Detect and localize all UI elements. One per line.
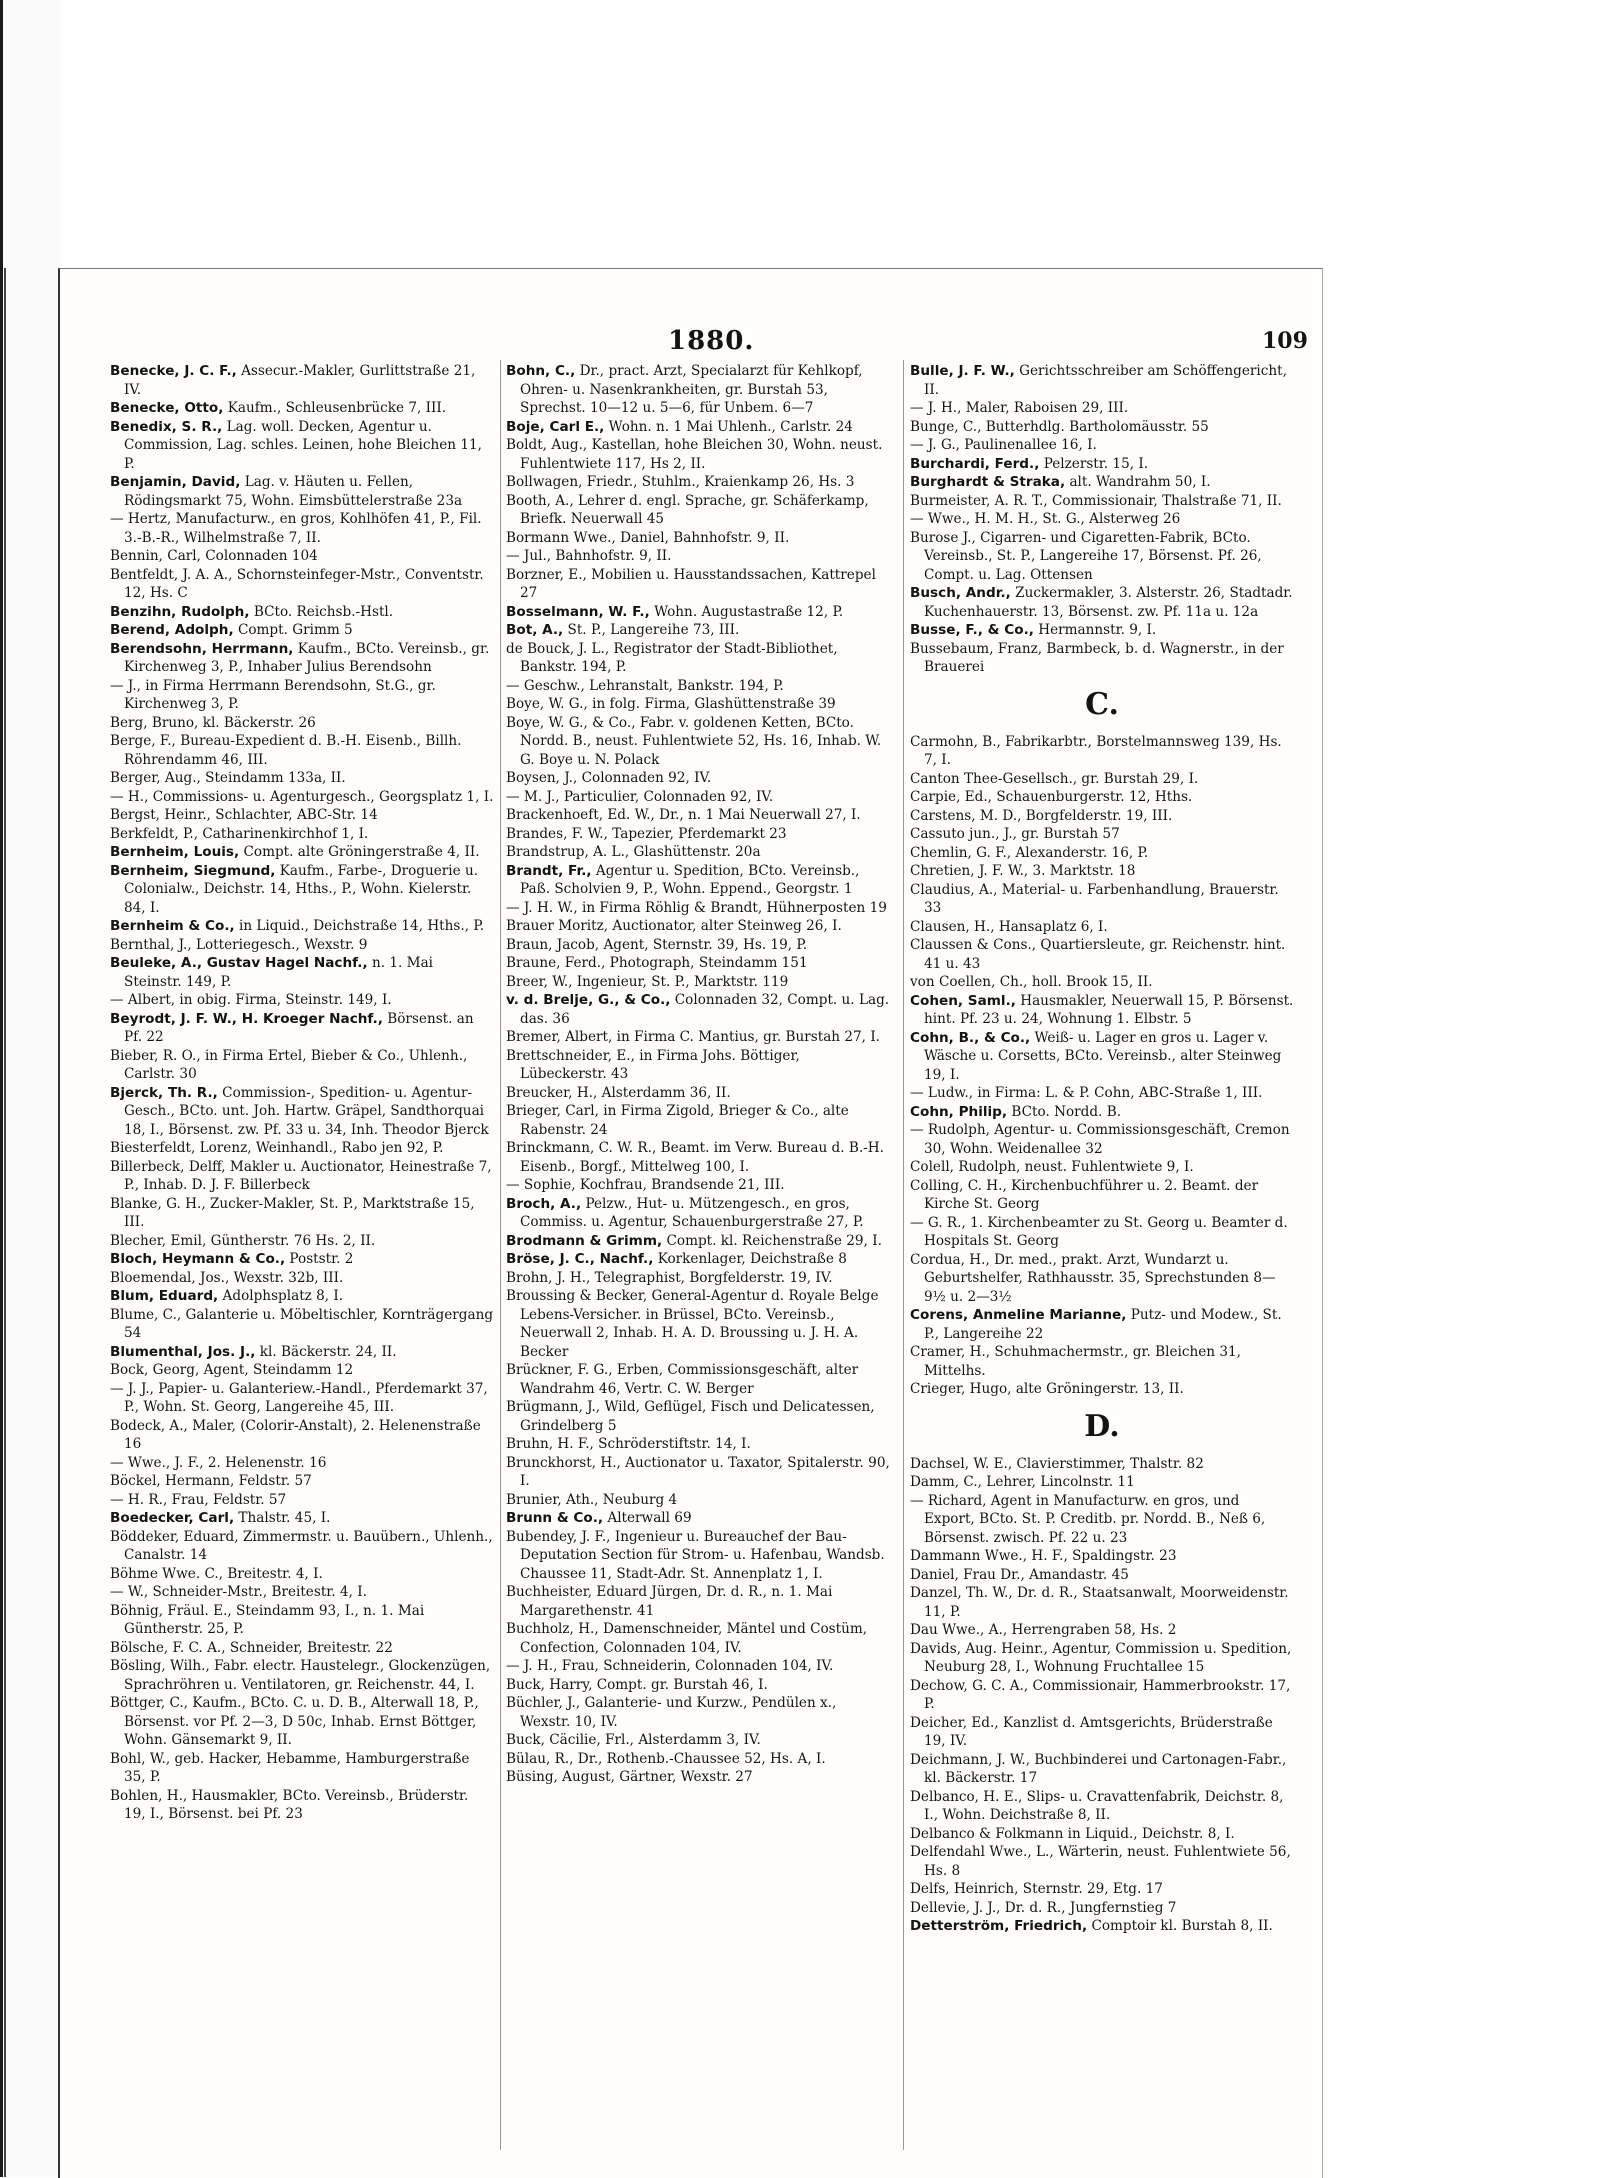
directory-entry: Bulle, J. F. W., Gerichtsschreiber am Schöffengericht, II. [910, 363, 1287, 398]
directory-entry: Delfs, Heinrich, Sternstr. 29, Etg. 17 [910, 1881, 1163, 1897]
directory-entry: Buchheister, Eduard Jürgen, Dr. d. R., n. 1. Mai Margarethenstr. 41 [506, 1584, 833, 1619]
entry-name: Bot, A., [506, 622, 564, 638]
directory-entry: Braune, Ferd., Photograph, Steindamm 151 [506, 955, 808, 971]
directory-entry: Bernheim & Co., in Liquid., Deichstraße 14, Hths., P. [110, 918, 485, 934]
directory-entry: von Coellen, Ch., holl. Brook 15, II. [910, 974, 1153, 990]
directory-entry: Boye, W. G., in folg. Firma, Glashüttenstraße 39 [506, 696, 836, 712]
page-stack-edge [4, 268, 6, 2177]
directory-entry: Bohn, C., Dr., pract. Arzt, Specialarzt für Kehlkopf, Ohren- u. Nasenkrankheiten, gr. Burstah 53, Sprechst. 10—12 u. 5—6, für Unbem. 6—7 [506, 363, 863, 416]
entry-name: Cohn, B., & Co., [910, 1029, 1031, 1046]
directory-entry: Bölsche, F. C. A., Schneider, Breitestr. 22 [110, 1639, 393, 1656]
entry-name: Brandt, Fr., [506, 862, 592, 879]
directory-entry: Beyrodt, J. F. W., H. Kroeger Nachf., Börsenst. an Pf. 22 [110, 1010, 474, 1045]
directory-entry: Cramer, H., Schuhmachermstr., gr. Bleichen 31, Mittelhs. [910, 1344, 1241, 1379]
entry-name: Beuleke, A., Gustav Hagel Nachf., [110, 955, 368, 971]
directory-entry: Busch, Andr., Zuckermakler, 3. Alsterstr. 26, Stadtadr. Kuchenhauerstr. 13, Börsenst. zw. Pf. 11a u. 12a [910, 585, 1293, 620]
directory-entry: Bernheim, Louis, Compt. alte Gröningerstraße 4, II. [110, 844, 480, 860]
directory-entry: Chretien, J. F. W., 3. Marktstr. 18 [910, 863, 1136, 879]
directory-entry: Bieber, R. O., in Firma Ertel, Bieber & Co., Uhlenh., Carlstr. 30 [110, 1047, 468, 1082]
directory-entry: Brückner, F. G., Erben, Commissionsgeschäft, alter Wandrahm 46, Vertr. C. W. Berger [506, 1362, 859, 1397]
entry-name: Blum, Eduard, [110, 1288, 219, 1304]
directory-entry: — M. J., Particulier, Colonnaden 92, IV. [506, 788, 774, 805]
directory-entry: Burghardt & Straka, alt. Wandrahm 50, I. [910, 474, 1211, 490]
directory-entry: Brandt, Fr., Agentur u. Spedition, BCto. Vereinsb., Paß. Scholvien 9, P., Wohn. Eppend., Georgstr. 1 [506, 862, 860, 897]
entry-name: Cohn, Philip, [910, 1103, 1008, 1120]
entry-name: Broch, A., [506, 1195, 582, 1212]
directory-entry: Claudius, A., Material- u. Farbenhandlung, Brauerstr. 33 [910, 881, 1279, 916]
entry-name: Boedecker, Carl, [110, 1510, 235, 1526]
directory-entry: Deichmann, J. W., Buchbinderei und Cartonagen-Fabr., kl. Bäckerstr. 17 [910, 1751, 1287, 1786]
directory-entry: Breucker, H., Alsterdamm 36, II. [506, 1084, 731, 1101]
directory-entry: Bussebaum, Franz, Barmbeck, b. d. Wagnerstr., in der Brauerei [910, 640, 1284, 675]
directory-entry: v. d. Brelje, G., & Co., Colonnaden 32, Compt. u. Lag. das. 36 [506, 992, 890, 1027]
directory-entry: Buck, Cäcilie, Frl., Alsterdamm 3, IV. [506, 1732, 761, 1748]
directory-entry: Danzel, Th. W., Dr. d. R., Staatsanwalt, Moorweidenstr. 11, P. [910, 1585, 1289, 1620]
directory-entry: Dau Wwe., A., Herrengraben 58, Hs. 2 [910, 1622, 1177, 1638]
directory-entry: Brettschneider, E., in Firma Johs. Böttiger, Lübeckerstr. 43 [506, 1047, 800, 1082]
directory-entry: Büchler, J., Galanterie- und Kurzw., Pendülen x., Wexstr. 10, IV. [506, 1695, 837, 1730]
directory-entry: Brauer Moritz, Auctionator, alter Steinweg 26, I. [506, 918, 842, 934]
entry-name: Benjamin, David, [110, 474, 241, 490]
directory-entry: Daniel, Frau Dr., Amandastr. 45 [910, 1566, 1129, 1583]
directory-entry: Boye, W. G., & Co., Fabr. v. goldenen Ketten, BCto. Nordd. B., neust. Fuhlentwiete 52, Hs. 16, Inhab. W. G. Boye u. N. Polack [506, 714, 882, 768]
directory-entry: Colell, Rudolph, neust. Fuhlentwiete 9, I. [910, 1159, 1194, 1175]
directory-entry: Blecher, Emil, Güntherstr. 76 Hs. 2, II. [110, 1232, 376, 1249]
directory-entry: Cohn, Philip, BCto. Nordd. B. [910, 1103, 1122, 1120]
directory-entry: Corens, Anmeline Marianne, Putz- und Modew., St. P., Langereihe 22 [910, 1307, 1282, 1342]
directory-entry: Bollwagen, Friedr., Stuhlm., Kraienkamp 26, Hs. 3 [506, 474, 855, 490]
entry-name: Benecke, J. C. F., [110, 363, 237, 379]
directory-entry: Boldt, Aug., Kastellan, hohe Bleichen 30, Wohn. neust. Fuhlentwiete 117, Hs 2, II. [506, 437, 883, 472]
directory-entry: Colling, C. H., Kirchenbuchführer u. 2. Beamt. der Kirche St. Georg [910, 1177, 1259, 1212]
directory-entry: Blume, C., Galanterie u. Möbeltischler, Kornträgergang 54 [110, 1306, 494, 1341]
directory-entry: Billerbeck, Delff, Makler u. Auctionator, Heinestraße 7, P., Inhab. D. J. F. Billerbeck [110, 1158, 492, 1193]
column-2 [506, 362, 890, 2152]
directory-entry: — Wwe., J. F., 2. Helenenstr. 16 [110, 1454, 327, 1471]
directory-entry: Biesterfeldt, Lorenz, Weinhandl., Rabo jen 92, P. [110, 1140, 444, 1156]
directory-entry: Brügmann, J., Wild, Geflügel, Fisch und Delicatessen, Grindelberg 5 [506, 1399, 875, 1434]
entry-name: Berend, Adolph, [110, 622, 234, 638]
directory-entry: Bloemendal, Jos., Wexstr. 32b, III. [110, 1269, 344, 1286]
directory-entry: Bennin, Carl, Colonnaden 104 [110, 548, 318, 564]
directory-entry: Bohlen, H., Hausmakler, BCto. Vereinsb., Brüderstr. 19, I., Börsenst. bei Pf. 23 [110, 1787, 469, 1822]
directory-entry: Bülau, R., Dr., Rothenb.-Chaussee 52, Hs. A, I. [506, 1750, 826, 1767]
column-divider [500, 360, 501, 2150]
directory-entry: Brunier, Ath., Neuburg 4 [506, 1491, 678, 1508]
entry-name: Bulle, J. F. W., [910, 363, 1015, 379]
directory-entry: Dellevie, J. J., Dr. d. R., Jungfernstieg 7 [910, 1899, 1177, 1916]
directory-entry: Damm, C., Lehrer, Lincolnstr. 11 [910, 1474, 1135, 1490]
entry-name: Burghardt & Straka, [910, 474, 1066, 490]
directory-entry: Clausen, H., Hansaplatz 6, I. [910, 918, 1108, 935]
directory-entry: — G. R., 1. Kirchenbeamter zu St. Georg u. Beamter d. Hospitals St. Georg [910, 1214, 1288, 1249]
directory-entry: Bloch, Heymann & Co., Poststr. 2 [110, 1251, 354, 1267]
directory-entry: Broch, A., Pelzw., Hut- u. Mützengesch., en gros, Commiss. u. Agentur, Schauenburgerstraße 27, P. [506, 1195, 864, 1230]
page-year: 1880. [668, 326, 755, 356]
directory-entry: — H. R., Frau, Feldstr. 57 [110, 1491, 287, 1508]
directory-entry: — Rudolph, Agentur- u. Commissionsgeschäft, Cremon 30, Wohn. Weidenallee 32 [910, 1122, 1290, 1157]
directory-entry: Berendsohn, Herrmann, Kaufm., BCto. Vereinsb., gr. Kirchenweg 3, P., Inhaber Julius Berendsohn [110, 640, 490, 675]
directory-entry: Brieger, Carl, in Firma Zigold, Brieger & Co., alte Rabenstr. 24 [506, 1103, 849, 1138]
directory-entry: Breer, W., Ingenieur, St. P., Marktstr. 119 [506, 973, 789, 990]
directory-entry: Benedix, S. R., Lag. woll. Decken, Agentur u. Commission, Lag. schles. Leinen, hohe Bleichen 11, P. [110, 418, 482, 472]
directory-entry: Blanke, G. H., Zucker-Makler, St. P., Marktstraße 15, III. [110, 1195, 475, 1230]
directory-entry: Carmohn, B., Fabrikarbtr., Borstelmannsweg 139, Hs. 7, I. [910, 733, 1282, 768]
directory-entry: Broussing & Becker, General-Agentur d. Royale Belge Lebens-Versicher. in Brüssel, BCto. Vereinsb., Neuerwall 2, Inhab. H. A. D. Broussing u. J. H. A. Becker [506, 1288, 879, 1360]
directory-entry: — Jul., Bahnhofstr. 9, II. [506, 548, 672, 564]
directory-entry: Böckel, Hermann, Feldstr. 57 [110, 1473, 312, 1489]
page-number: 109 [1262, 328, 1308, 354]
directory-entry: Delbanco, H. E., Slips- u. Cravattenfabrik, Deichstr. 8, I., Wohn. Deichstraße 8, II. [910, 1788, 1284, 1823]
entry-name: Benecke, Otto, [110, 400, 224, 416]
entry-name: Benedix, S. R., [110, 418, 223, 435]
directory-entry: — Sophie, Kochfrau, Brandsende 21, III. [506, 1177, 785, 1193]
directory-entry: Buck, Harry, Compt. gr. Burstah 46, I. [506, 1676, 768, 1693]
directory-entry: Bröse, J. C., Nachf., Korkenlager, Deichstraße 8 [506, 1251, 847, 1267]
entry-name: Boje, Carl E., [506, 418, 605, 435]
directory-entry: Dechow, G. C. A., Commissionair, Hammerbrookstr. 17, P. [910, 1677, 1291, 1712]
directory-entry: Bubendey, J. F., Ingenieur u. Bureauchef der Bau-Deputation Section für Strom- u. Hafenbau, Wandsb. Chaussee 11, Stadt-Adr. St. Annenplatz 1, I. [506, 1528, 885, 1582]
directory-entry: Benecke, J. C. F., Assecur.-Makler, Gurlittstraße 21, IV. [110, 363, 476, 398]
directory-entry: Detterström, Friedrich, Comptoir kl. Burstah 8, II. [910, 1918, 1273, 1934]
directory-entry: Carstens, M. D., Borgfelderstr. 19, III. [910, 807, 1173, 824]
entry-name: Bosselmann, W. F., [506, 603, 650, 620]
column-3 [910, 362, 1294, 2152]
directory-entry: Bentfeldt, J. A. A., Schornsteinfeger-Mstr., Conventstr. 12, Hs. C [110, 566, 484, 601]
directory-entry: Delfendahl Wwe., L., Wärterin, neust. Fuhlentwiete 56, Hs. 8 [910, 1844, 1291, 1879]
directory-entry: Blum, Eduard, Adolphsplatz 8, I. [110, 1288, 344, 1304]
directory-entry: Dammann Wwe., H. F., Spaldingstr. 23 [910, 1548, 1177, 1564]
directory-entry: — J. H., Frau, Schneiderin, Colonnaden 104, IV. [506, 1658, 834, 1674]
column-1 [110, 362, 494, 2152]
entry-name: Bernheim & Co., [110, 918, 235, 934]
directory-entry: Brunckhorst, H., Auctionator u. Taxator, Spitalerstr. 90, I. [506, 1454, 890, 1489]
directory-entry: Boysen, J., Colonnaden 92, IV. [506, 770, 712, 786]
directory-entry: Bodeck, A., Maler, (Colorir-Anstalt), 2. Helenenstraße 16 [110, 1417, 481, 1452]
entry-name: Brodmann & Grimm, [506, 1232, 663, 1249]
entry-name: Burchardi, Ferd., [910, 455, 1040, 472]
entry-name: Busch, Andr., [910, 585, 1011, 601]
entry-name: Berendsohn, Herrmann, [110, 640, 294, 657]
directory-entry: Cordua, H., Dr. med., prakt. Arzt, Wundarzt u. Geburtshelfer, Rathhausstr. 35, Sprechstunden 8—9½ u. 2—3½ [910, 1251, 1276, 1305]
entry-name: Brunn & Co., [506, 1510, 604, 1526]
directory-entry: Bergst, Heinr., Schlachter, ABC-Str. 14 [110, 807, 378, 823]
directory-entry: Berger, Aug., Steindamm 133a, II. [110, 770, 346, 786]
directory-entry: Berend, Adolph, Compt. Grimm 5 [110, 622, 353, 638]
directory-entry: Bremer, Albert, in Firma C. Mantius, gr. Burstah 27, I. [506, 1029, 881, 1045]
directory-entry: Brackenhoeft, Ed. W., Dr., n. 1 Mai Neuerwall 27, I. [506, 807, 861, 823]
directory-entry: Braun, Jacob, Agent, Sternstr. 39, Hs. 19, P. [506, 936, 808, 953]
entry-name: Bjerck, Th. R., [110, 1084, 218, 1101]
directory-entry: Böttger, C., Kaufm., BCto. C. u. D. B., Alterwall 18, P., Börsenst. vor Pf. 2—3, D 50c, Inhab. Ernst Böttger, Wohn. Gänsemarkt 9, II. [110, 1695, 479, 1748]
directory-entry: — Richard, Agent in Manufacturw. en gros, und Export, BCto. St. P. Creditb. pr. Nordd. B., Neß 6, Börsenst. zwisch. Pf. 22 u. 23 [910, 1492, 1266, 1546]
directory-entry: Burmeister, A. R. T., Commissionair, Thalstraße 71, II. [910, 492, 1282, 509]
directory-entry: Cassuto jun., J., gr. Burstah 57 [910, 826, 1120, 842]
directory-entry: Carpie, Ed., Schauenburgerstr. 12, Hths. [910, 789, 1193, 805]
directory-entry: Blumenthal, Jos. J., kl. Bäckerstr. 24, II. [110, 1343, 397, 1360]
directory-entry: Bosselmann, W. F., Wohn. Augustastraße 12, P. [506, 603, 844, 620]
directory-entry: Bernthal, J., Lotteriegesch., Wexstr. 9 [110, 936, 368, 953]
column-divider [903, 360, 904, 2150]
directory-entry: Davids, Aug. Heinr., Agentur, Commission u. Spedition, Neuburg 28, I., Wohnung Fruchtallee 15 [910, 1640, 1292, 1675]
directory-entry: Cohn, B., & Co., Weiß- u. Lager en gros u. Lager v. Wäsche u. Corsetts, BCto. Vereinsb., alter Steinweg 19, I. [910, 1029, 1282, 1083]
directory-entry: Bunge, C., Butterhdlg. Bartholomäusstr. 55 [910, 418, 1209, 435]
directory-entry: Boedecker, Carl, Thalstr. 45, I. [110, 1510, 331, 1526]
directory-entry: Claussen & Cons., Quartiersleute, gr. Reichenstr. hint. 41 u. 43 [910, 937, 1286, 972]
directory-entry: Berge, F., Bureau-Expedient d. B.-H. Eisenb., Billh. Röhrendamm 46, III. [110, 733, 462, 768]
directory-entry: Boje, Carl E., Wohn. n. 1 Mai Uhlenh., Carlstr. 24 [506, 418, 853, 435]
scan-edge-left [0, 0, 3, 2177]
entry-name: Benzihn, Rudolph, [110, 603, 250, 620]
directory-entry: Bormann Wwe., Daniel, Bahnhofstr. 9, II. [506, 529, 790, 546]
entry-name: Beyrodt, J. F. W., H. Kroeger Nachf., [110, 1010, 383, 1027]
directory-entry: Bohl, W., geb. Hacker, Hebamme, Hamburgerstraße 35, P. [110, 1750, 470, 1785]
directory-entry: Busse, F., & Co., Hermannstr. 9, I. [910, 622, 1157, 638]
directory-entry: Benjamin, David, Lag. v. Häuten u. Fellen, Rödingsmarkt 75, Wohn. Eimsbüttelerstraße 23a [110, 474, 463, 509]
directory-entry: Bot, A., St. P., Langereihe 73, III. [506, 622, 740, 638]
entry-name: Bröse, J. C., Nachf., [506, 1251, 654, 1267]
directory-entry: Booth, A., Lehrer d. engl. Sprache, gr. Schäferkamp, Briefk. Neuerwall 45 [506, 492, 869, 527]
directory-entry: — Ludw., in Firma: L. & P. Cohn, ABC-Straße 1, III. [910, 1085, 1263, 1101]
directory-entry: Borzner, E., Mobilien u. Hausstandssachen, Kattrepel 27 [506, 566, 876, 601]
directory-entry: Böddeker, Eduard, Zimmermstr. u. Bauübern., Uhlenh., Canalstr. 14 [110, 1528, 493, 1563]
directory-entry: Beuleke, A., Gustav Hagel Nachf., n. 1. Mai Steinstr. 149, P. [110, 955, 434, 990]
directory-entry: — Hertz, Manufacturw., en gros, Kohlhöfen 41, P., Fil. 3.-B.-R., Wilhelmstraße 7, II. [110, 511, 482, 546]
directory-entry: Burose J., Cigarren- und Cigaretten-Fabrik, BCto. Vereinsb., St. P., Langereihe 17, Börsenst. Pf. 26, Compt. u. Lag. Ottensen [910, 529, 1262, 583]
directory-entry: — J. H., Maler, Raboisen 29, III. [910, 400, 1129, 416]
directory-entry: Deicher, Ed., Kanzlist d. Amtsgerichts, Brüderstraße 19, IV. [910, 1714, 1273, 1749]
section-letter: D. [1084, 1408, 1120, 1444]
directory-entry: Böhme Wwe. C., Breitestr. 4, I. [110, 1565, 323, 1582]
directory-entry: — J. J., Papier- u. Galanteriew.-Handl., Pferdemarkt 37, P., Wohn. St. Georg, Langereihe 45, III. [110, 1380, 488, 1415]
directory-entry: Chemlin, G. F., Alexanderstr. 16, P. [910, 844, 1149, 861]
directory-entry: — Geschw., Lehranstalt, Bankstr. 194, P. [506, 677, 784, 694]
entry-name: Bernheim, Louis, [110, 844, 240, 860]
entry-name: v. d. Brelje, G., & Co., [506, 992, 671, 1008]
entry-name: Bernheim, Siegmund, [110, 862, 276, 879]
entry-name: Corens, Anmeline Marianne, [910, 1307, 1127, 1323]
directory-entry: Brandstrup, A. L., Glashüttenstr. 20a [506, 844, 761, 860]
directory-entry: Cohen, Saml., Hausmakler, Neuerwall 15, P. Börsenst. hint. Pf. 23 u. 24, Wohnung 1. Elbstr. 5 [910, 992, 1294, 1027]
directory-entry: Buchholz, H., Damenschneider, Mäntel und Costüm, Confection, Colonnaden 104, IV. [506, 1621, 868, 1656]
directory-entry: Bernheim, Siegmund, Kaufm., Farbe-, Droguerie u. Colonialw., Deichstr. 14, Hths., P., Wohn. Kielerstr. 84, I. [110, 862, 479, 916]
entry-name: Detterström, Friedrich, [910, 1918, 1088, 1934]
directory-entry: Böhnig, Fräul. E., Steindamm 93, I., n. 1. Mai Güntherstr. 25, P. [110, 1602, 425, 1637]
entry-name: Bohn, C., [506, 363, 576, 379]
directory-entry: Berg, Bruno, kl. Bäckerstr. 26 [110, 714, 316, 731]
directory-entry: Benzihn, Rudolph, BCto. Reichsb.-Hstl. [110, 603, 394, 620]
directory-entry: — J. G., Paulinenallee 16, I. [910, 437, 1097, 453]
directory-entry: Dachsel, W. E., Clavierstimmer, Thalstr. 82 [910, 1455, 1204, 1472]
directory-entry: Brohn, J. H., Telegraphist, Borgfelderstr. 19, IV. [506, 1269, 833, 1286]
directory-entry: — J., in Firma Herrmann Berendsohn, St.G., gr. Kirchenweg 3, P. [110, 677, 436, 712]
directory-entry: Brinckmann, C. W. R., Beamt. im Verw. Bureau d. B.-H. Eisenb., Borgf., Mittelweg 100, I. [506, 1140, 884, 1175]
directory-entry: Bock, Georg, Agent, Steindamm 12 [110, 1362, 354, 1378]
scan-margin [0, 0, 60, 2177]
directory-entry: Burchardi, Ferd., Pelzerstr. 15, I. [910, 455, 1149, 472]
directory-entry: Brandes, F. W., Tapezier, Pferdemarkt 23 [506, 825, 787, 842]
directory-entry: Benecke, Otto, Kaufm., Schleusenbrücke 7, III. [110, 400, 447, 416]
directory-entry: Büsing, August, Gärtner, Wexstr. 27 [506, 1769, 753, 1785]
directory-entry: Bösling, Wilh., Fabr. electr. Haustelegr., Glockenzügen, Sprachröhren u. Ventilatoren, gr. Reichenstr. 44, I. [110, 1658, 491, 1693]
directory-entry: — Albert, in obig. Firma, Steinstr. 149, I. [110, 992, 392, 1008]
directory-entry: Berkfeldt, P., Catharinenkirchhof 1, I. [110, 825, 369, 842]
directory-entry: Crieger, Hugo, alte Gröningerstr. 13, II. [910, 1381, 1184, 1397]
directory-entry: — W., Schneider-Mstr., Breitestr. 4, I. [110, 1584, 367, 1600]
entry-name: Bloch, Heymann & Co., [110, 1251, 286, 1267]
directory-entry: Delbanco & Folkmann in Liquid., Deichstr. 8, I. [910, 1825, 1235, 1842]
directory-entry: Bjerck, Th. R., Commission-, Spedition- u. Agentur-Gesch., BCto. unt. Joh. Hartw. Gräpel, Sandthorquai 18, I., Börsenst. zw. Pf. 33 u. 34, Inh. Theodor Bjerck [110, 1084, 489, 1138]
directory-entry: — Wwe., H. M. H., St. G., Alsterweg 26 [910, 511, 1181, 527]
directory-entry: — H., Commissions- u. Agenturgesch., Georgsplatz 1, I. [110, 788, 494, 805]
directory-entry: — J. H. W., in Firma Röhlig & Brandt, Hühnerposten 19 [506, 899, 887, 916]
directory-entry: Bruhn, H. F., Schröderstiftstr. 14, I. [506, 1436, 751, 1452]
entry-name: Cohen, Saml., [910, 992, 1016, 1009]
directory-entry: Brunn & Co., Alterwall 69 [506, 1510, 692, 1526]
entry-name: Busse, F., & Co., [910, 622, 1034, 638]
directory-entry: Canton Thee-Gesellsch., gr. Burstah 29, I. [910, 770, 1199, 787]
section-letter: C. [1085, 686, 1119, 722]
entry-name: Blumenthal, Jos. J., [110, 1343, 256, 1360]
directory-entry: Brodmann & Grimm, Compt. kl. Reichenstraße 29, I. [506, 1232, 882, 1249]
directory-entry: de Bouck, J. L., Registrator der Stadt-Bibliothet, Bankstr. 194, P. [506, 640, 838, 675]
